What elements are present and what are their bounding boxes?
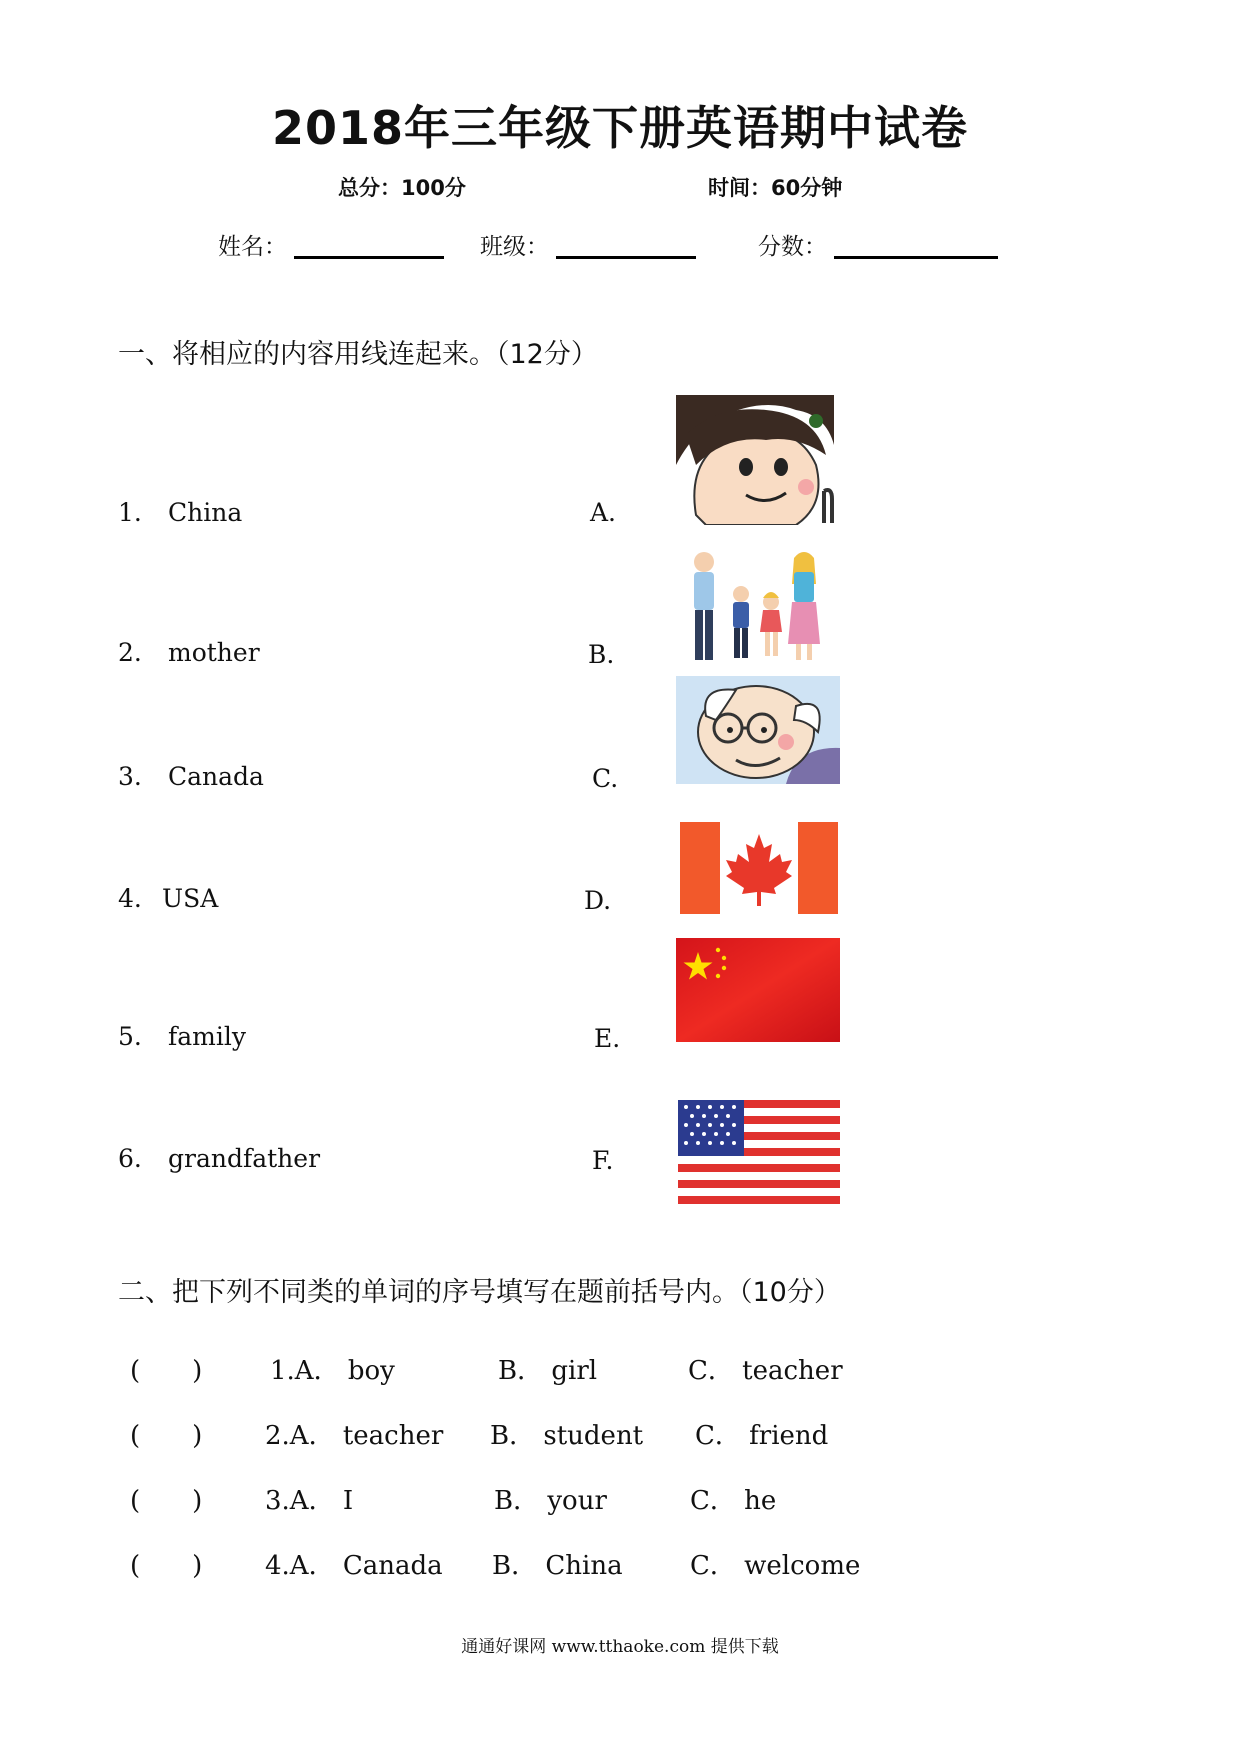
item-number: 3. — [118, 762, 142, 791]
item-word: grandfather — [168, 1144, 321, 1173]
item-number: 6. — [118, 1144, 142, 1173]
score-label: 分数： — [758, 234, 827, 260]
item-word: Canada — [168, 762, 264, 791]
item-number: 1. — [118, 498, 142, 527]
option-b: B． girl — [498, 1356, 598, 1386]
option-letter: F. — [592, 1146, 614, 1175]
page-title: 2018年三年级下册英语期中试卷 — [271, 101, 969, 155]
item-number: 2. — [118, 638, 142, 667]
option-b: B． student — [490, 1421, 644, 1451]
total-score: 总分：100分 — [338, 176, 466, 200]
grandfather-face-icon — [676, 676, 840, 784]
option-b: B． your — [494, 1486, 607, 1516]
option-letter: D. — [584, 886, 612, 915]
score-blank[interactable] — [834, 256, 998, 259]
item-number: 4. — [118, 884, 142, 913]
girl-face-icon — [676, 395, 834, 525]
class-blank[interactable] — [556, 256, 696, 259]
footer-text: 通通好课网 www.tthaoke.com 提供下载 — [461, 1637, 779, 1657]
option-a: 1.A． boy — [270, 1356, 395, 1386]
option-letter: E. — [594, 1024, 621, 1053]
answer-bracket[interactable]: ( ) — [130, 1551, 203, 1581]
item-word: USA — [162, 884, 219, 913]
option-a: 3.A． I — [265, 1486, 354, 1516]
section1-heading: 一、将相应的内容用线连起来。（12分） — [118, 339, 598, 370]
option-letter: C. — [592, 764, 619, 793]
section2-heading: 二、把下列不同类的单词的序号填写在题前括号内。（10分） — [118, 1277, 841, 1308]
usa-flag-icon — [678, 1100, 840, 1206]
option-c: C． friend — [695, 1421, 829, 1451]
option-c: C． teacher — [688, 1356, 843, 1386]
exam-time: 时间：60分钟 — [708, 176, 843, 200]
answer-bracket[interactable]: ( ) — [130, 1356, 203, 1386]
china-flag-icon — [676, 938, 840, 1042]
family-icon — [676, 548, 836, 666]
option-a: 4.A． Canada — [265, 1551, 443, 1581]
item-number: 5. — [118, 1022, 142, 1051]
option-letter: A. — [590, 498, 617, 527]
canada-flag-icon — [680, 822, 838, 914]
answer-bracket[interactable]: ( ) — [130, 1421, 203, 1451]
option-a: 2.A． teacher — [265, 1421, 444, 1451]
option-letter: B. — [588, 640, 615, 669]
item-word: China — [168, 498, 243, 527]
item-word: family — [168, 1022, 246, 1051]
item-word: mother — [168, 638, 260, 667]
class-label: 班级： — [480, 234, 549, 260]
answer-bracket[interactable]: ( ) — [130, 1486, 203, 1516]
option-c: C． he — [690, 1486, 777, 1516]
name-label: 姓名： — [218, 234, 287, 260]
option-b: B． China — [492, 1551, 623, 1581]
option-c: C． welcome — [690, 1551, 861, 1581]
name-blank[interactable] — [294, 256, 444, 259]
